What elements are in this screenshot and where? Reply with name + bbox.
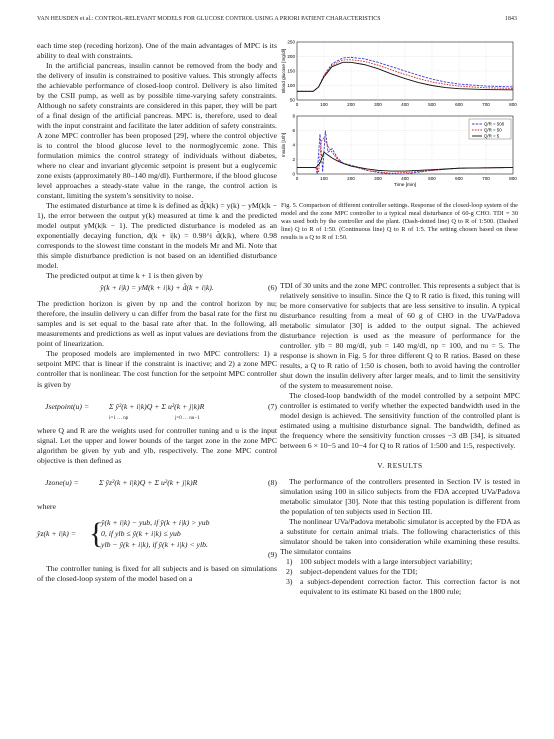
x-axis-label: Time [min]: [393, 183, 417, 188]
equation-number: (6): [267, 283, 277, 293]
list-text: subject-dependent values for the TDI;: [300, 567, 418, 577]
paragraph: The proposed models are implemented in two MPC controllers: 1) a setpoint MPC that is linear if the constraint is inactive; and 2) a zone MPC controller that is nonlinear. The cost function for the setpoint MPC controller is given by: [37, 349, 277, 389]
equation-case: ŷ(k + i|k) − yub, if ŷ(k + i|k) > yub: [101, 517, 210, 527]
paragraph: The prediction horizon is given by np and the control horizon by nu; therefore, the insulin delivery u can differ from the basal rate for the first nu samples and is set equal to the basal rate after that. In the following, all measurements and predictions as well as input values are deviations from the point of linearization.: [37, 299, 277, 349]
x-tick-label: 500: [428, 176, 436, 181]
y-tick-label: 50: [289, 97, 295, 103]
x-tick-label: 800: [509, 102, 517, 107]
equation-lhs: Jsetpoint(u) =: [45, 401, 90, 411]
paragraph: The performance of the controllers presented in Section IV is tested in simulation using 100 in silico subjects from the FDA accepted UVa/Padova metabolic simulator [30]. Note that this testing population is different from the population of ten subjects used in Section III.: [280, 477, 520, 517]
equation-number: (9): [267, 549, 277, 559]
figure-5: [279, 38, 519, 203]
list-item: [280, 567, 520, 577]
equation-number: (8): [267, 477, 277, 487]
equation-body: ŷ(k + i|k) = yM(k + i|k) + d̂(k + i|k).: [100, 283, 214, 293]
equation-7: [37, 394, 277, 422]
paragraph: In the artificial pancreas, insulin cannot be removed from the body and the delivery of insulin is constrained to positive values. This strongly affects the achievable performance of closed-loop control. Delivery is also limited by the CSII pump, as well as by possible time-varying safety constraints. Although no safety constraints are considered in this paper, they will be part of a final design of the artificial pancreas. MPC is, therefore, used to deal with the input constraint and facilitate the later addition of safety constraints. A zone MPC controller has been proposed [29], where the control objective is to control the blood glucose level to the normoglycemic zone. This formulation mimics the control strategy of individuals without diabetes, where no clear and invariant glycemic setpoint is present but a euglycemic zone exists (approximately 80–140 mg/dl). Furthermore, if the blood glucose level approaches a steady-state value in the range, the control action is constant, limiting the system’s sensitivity to noise.: [37, 61, 277, 201]
legend-label: Q/R = 50: [484, 127, 502, 133]
x-tick-label: 400: [401, 102, 409, 107]
right-column: [280, 281, 520, 597]
paragraph: each time step (receding horizon). One of the main advantages of MPC is its ability to deal with constraints.: [37, 41, 277, 61]
list-item: [280, 557, 520, 567]
figure-plots: [279, 38, 519, 198]
x-tick-label: 600: [455, 102, 463, 107]
left-column: [37, 41, 277, 584]
x-tick-label: 600: [455, 176, 463, 181]
legend-label: Q/R = 5: [484, 133, 500, 139]
equation-case: 0, if ylb ≤ ŷ(k + i|k) ≤ yub: [101, 528, 181, 538]
running-header: [37, 16, 517, 28]
equation-rhs: Σ ŷ²(k + i|k)Q + Σ u²(k + j|k)R: [109, 401, 205, 411]
x-tick-label: 400: [401, 176, 409, 181]
list-text: 100 subject models with a large intersubject variability;: [300, 557, 473, 567]
x-tick-label: 700: [482, 102, 490, 107]
y-axis-label: Blood glucose [mg/dl]: [281, 49, 286, 93]
equation-lhs: Jzone(u) =: [45, 477, 79, 487]
equation-number: (7): [267, 401, 277, 411]
x-tick-label: 300: [374, 102, 382, 107]
equation-rhs: Σ ŷz²(k + i|k)Q + Σ u²(k + j|k)R: [99, 477, 198, 487]
y-tick-label: 2: [292, 157, 295, 163]
y-tick-label: 8: [292, 113, 295, 119]
equation-9: [37, 516, 277, 560]
y-tick-label: 6: [292, 128, 295, 134]
paragraph: where Q and R are the weights used for controller tuning and u is the input signal. Let the upper and lower bounds of the target zone in the zone MPC algorithm be given by yub and ylb, respectively. The zone MPC control objective is then defined as: [37, 425, 277, 465]
y-tick-label: 150: [287, 68, 295, 74]
x-tick-label: 0: [295, 102, 299, 107]
figure-caption: Fig. 5. Comparison of different controller settings. Response of the closed-loop system of the model and the zone MPC controller to a typical meal disturbance of 60-g CHO. TDI = 30 was used both by the controller and the plant. (Dash-dotted line) Q to R of 1:500. (Dashed line) Q to R of 1:50. (Continuous line) Q to R of 1:5. The setting chosen based on these results is a Q to R of 1:50.: [281, 202, 518, 242]
paragraph: The predicted output at time k + 1 is then given by: [46, 271, 203, 281]
list-number: 1): [286, 557, 293, 567]
x-tick-label: 300: [374, 176, 382, 181]
x-tick-label: 200: [347, 176, 355, 181]
equation-6: [37, 283, 277, 297]
x-tick-label: 500: [428, 102, 436, 107]
paragraph: where: [37, 501, 56, 511]
list-item: [280, 577, 520, 597]
brace: {: [89, 516, 104, 550]
x-tick-label: 100: [320, 102, 328, 107]
equation-case: ylb − ŷ(k + i|k), if ŷ(k + i|k) < ylb.: [101, 539, 208, 549]
paragraph: The closed-loop bandwidth of the model controlled by a setpoint MPC controller is estimated to verify whether the expected bandwidth used in the model design is achieved. The sensitivity function of the controlled plant is estimated using a multisine disturbance signal. The bandwidth, defined as the frequency where the sensitivity function crosses −3 dB [34], is situated between 6 × 10−5 and 10−4 for Q to R ratios of 1:500 and 1:5, respectively.: [280, 391, 520, 451]
y-axis-label: Insulin [U/h]: [281, 132, 286, 158]
equation-limits: j=0 … nu−1: [175, 415, 200, 421]
x-tick-label: 100: [320, 176, 328, 181]
y-tick-label: 100: [287, 83, 295, 89]
x-tick-label: 0: [295, 176, 299, 181]
equation-8: [37, 470, 277, 498]
paragraph: The estimated disturbance at time k is defined as d̂(k|k) = y(k) − yM(k|k − 1), the error between the output y(k) measured at time k and the predicted model output yM(k|k − 1). The predicted disturbance is modeled as an exponentially decaying function, d(k + i|k) = 0.98^i d̂(k|k), where 0.98 corresponds to the slowest time constant in the models Mr and Mi. Note that this simple disturbance prediction is not based on an identified disturbance model.: [37, 201, 277, 271]
numbered-list: [280, 557, 520, 597]
equation-lhs: ŷz(k + i|k) =: [37, 528, 77, 538]
equation-limits: i=1 … np: [109, 415, 129, 421]
running-header-title: VAN HEUSDEN et al.: CONTROL-RELEVANT MODELS FOR GLUCOSE CONTROL USING A PRIORI PATIENT CHARACTERISTICS: [37, 16, 381, 22]
legend-label: Q/R = 500: [484, 121, 505, 127]
y-tick-label: 4: [292, 142, 295, 148]
y-tick-label: 200: [287, 54, 295, 60]
page-number: 1843: [505, 16, 517, 22]
paragraph: The nonlinear UVa/Padova metabolic simulator is accepted by the FDA as a substitute for certain animal trials. The following characteristics of this simulator should be taken into consideration while examining these results. The simulator contains: [280, 517, 520, 557]
y-tick-label: 250: [287, 39, 295, 45]
x-tick-label: 700: [482, 176, 490, 181]
list-number: 2): [286, 567, 293, 577]
y-tick-label: 0: [292, 171, 295, 177]
x-tick-label: 800: [509, 176, 517, 181]
section-heading: V. RESULTS: [377, 461, 423, 471]
list-number: 3): [286, 577, 293, 587]
paragraph: TDI of 30 units and the zone MPC controller. This represents a subject that is relatively sensitive to insulin. Since the Q to R ratio is fixed, this tuning will be more conservative for subjects that are less sensitive to insulin. A typical disturbance resulting from a meal of 60 g of CHO in the UVa/Padova metabolic simulator [30] is added to the output signal. The achieved disturbance rejection is used as the measure of performance for the controller. ylb = 80 mg/dl, yub = 140 mg/dl, np = 100, and nu = 5. The response is shown in Fig. 5 for three different Q to R ratios. Based on these results, a Q to R ratio of 1:50 is chosen, both to avoid having the controller shut down the insulin delivery after larger meals, and to limit the sensitivity of the system to measurement noise.: [280, 281, 520, 391]
paragraph: The controller tuning is fixed for all subjects and is based on simulations of the closed-loop system of the model based on a: [37, 563, 277, 583]
x-tick-label: 200: [347, 102, 355, 107]
list-text: a subject-dependent correction factor. This correction factor is not equivalent to its estimate Ki based on the 1800 rule;: [300, 577, 520, 597]
